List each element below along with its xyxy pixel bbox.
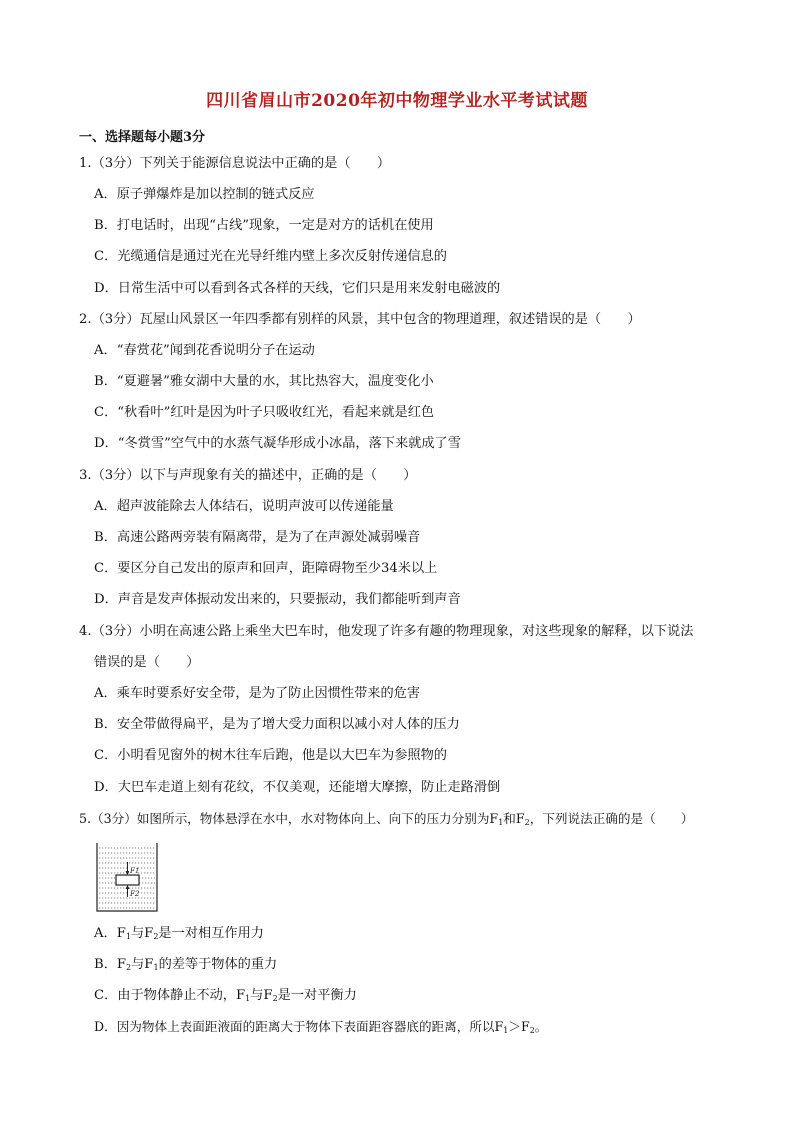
question-4-option-b: B．安全带做得扁平，是为了增大受力面积以减小对人体的压力 (94, 717, 460, 732)
question-5-stem: 5.（3分）如图所示，物体悬浮在水中，水对物体向上、向下的压力分别为$F_1$和$F_2$，下列说法正确的是（ ） (79, 811, 694, 827)
question-2-stem: 2.（3分）瓦屋山风景区一年四季都有别样的风景，其中包含的物理道理，叙述错误的是（ ） (79, 312, 641, 327)
question-4-option-a: A．乘车时要系好安全带，是为了防止因惯性带来的危害 (94, 686, 421, 701)
question-5-option-c: C．由于物体静止不动，$F_1$与$F_2$是一对平衡力 (94, 988, 357, 1003)
question-3-option-b: B．高速公路两旁装有隔离带，是为了在声源处减弱噪音 (94, 530, 421, 545)
f2-label: F2 (130, 890, 140, 898)
floating-object (116, 875, 139, 885)
question-3-option-a: A．超声波能除去人体结石，说明声波可以传递能量 (94, 499, 394, 514)
question-3-stem: 3.（3分）以下与声现象有关的描述中，正确的是（ ） (79, 468, 417, 483)
question-2-option-a: A．“春赏花”闻到花香说明分子在运动 (94, 343, 315, 358)
question-3-option-c: C．要区分自己发出的原声和回声，距障碍物至少34米以上 (94, 561, 438, 576)
question-3-option-d: D．声音是发声体振动发出来的，只要振动，我们都能听到声音 (94, 592, 461, 607)
question-4-stem-continued: 错误的是（ ） (94, 655, 200, 670)
buoyancy-figure (96, 842, 158, 912)
question-1-option-a: A．原子弹爆炸是加以控制的链式反应 (94, 187, 315, 202)
question-4-stem: 4.（3分）小明在高速公路上乘坐大巴车时，他发现了许多有趣的物理现象，对这些现象的解释，以下说法 (79, 624, 694, 639)
f1-label: F1 (130, 867, 140, 875)
question-1-option-c: C．光缆通信是通过光在光导纤维内壁上多次反射传递信息的 (94, 249, 447, 264)
question-5-option-b: B．$F_2$与$F_1$的差等于物体的重力 (94, 957, 278, 972)
question-5-option-a: A．$F_1$与$F_2$是一对相互作用力 (94, 926, 264, 941)
section-heading: 一、选择题每小题3分 (79, 130, 206, 145)
question-1-option-b: B．打电话时，出现“占线”现象，一定是对方的话机在使用 (94, 218, 434, 233)
question-4-option-c: C．小明看见窗外的树木往车后跑，他是以大巴车为参照物的 (94, 748, 447, 763)
question-2-option-d: D．“冬赏雪”空气中的水蒸气凝华形成小冰晶，落下来就成了雪 (94, 436, 461, 451)
question-5-option-d: D．因为物体上表面距液面的距离大于物体下表面距容器底的距离，所以$F_1>F_2$。 (94, 1019, 548, 1035)
question-2-option-c: C．“秋看叶”红叶是因为叶子只吸收红光，看起来就是红色 (94, 405, 435, 420)
question-1-stem: 1.（3分）下列关于能源信息说法中正确的是（ ） (79, 156, 391, 171)
page-title: 四川省眉山市2020年初中物理学业水平考试试题 (206, 91, 588, 111)
question-2-option-b: B．“夏避暑”雅女湖中大量的水，其比热容大，温度变化小 (94, 374, 434, 389)
question-1-option-d: D．日常生活中可以看到各式各样的天线，它们只是用来发射电磁波的 (94, 281, 501, 296)
question-4-option-d: D．大巴车走道上刻有花纹，不仅美观，还能增大摩擦，防止走路滑倒 (94, 780, 501, 795)
